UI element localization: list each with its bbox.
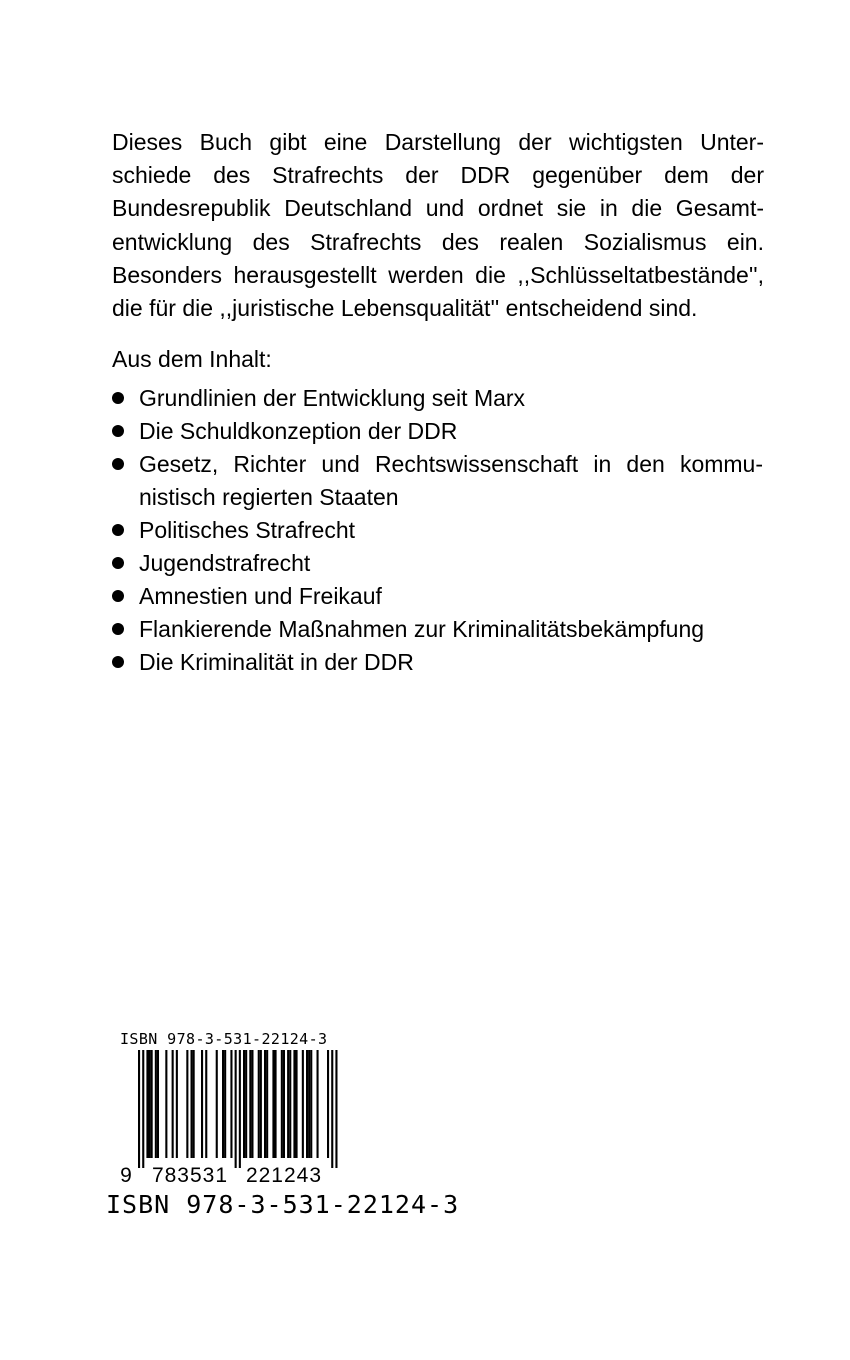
barcode-bar [155,1050,157,1158]
blurb-line: Dieses Buch gibt eine Darstellung der wichtigsten Unter- [112,129,764,155]
list-item-text: Politisches Strafrecht [139,517,356,543]
blurb-line: schiede des Strafrechts der DDR gegenüber dem der [112,162,764,189]
bullet-icon [112,557,124,569]
blurb-line: die für die ,,juristische Lebensqualität'' entscheidend sind. [112,294,698,321]
barcode-bar [258,1050,260,1158]
bullet-icon [112,458,124,470]
barcode-bar [249,1050,251,1158]
list-item-text: Flankierende Maßnahmen zur Kriminalitätsbekämpfung [139,616,705,642]
barcode-bar [296,1050,298,1158]
barcode-bar [193,1050,195,1158]
bullet-icon [112,392,124,404]
bullet-icon [112,590,124,602]
barcode-bar [224,1050,226,1158]
barcode-digits-left: 783531 [151,1164,229,1184]
list-item [112,448,772,514]
list-item [112,547,772,580]
barcode-bar [235,1050,237,1168]
bullet-icon [112,524,124,536]
barcode-bar [142,1050,144,1168]
isbn-footer: ISBN 978-3-531-22124-3 [106,1190,460,1219]
barcode-bar [172,1050,174,1158]
barcode-bar [302,1050,304,1158]
barcode-bar [251,1050,253,1158]
barcode-bar [327,1050,329,1158]
barcode-bar [186,1050,188,1158]
list-item-line: nistisch regierten Staaten [139,484,399,510]
contents-heading: Aus dem Inhalt: [112,346,272,372]
contents-list [112,382,772,679]
barcode-bar [243,1050,245,1158]
barcode-bar [308,1050,310,1158]
list-item-text: Die Kriminalität in der DDR [139,649,414,675]
blurb-line: Bundesrepublik Deutschland und ordnet sie in die Gesamt- [112,195,764,222]
barcode-bar [191,1050,193,1158]
list-item [112,382,772,415]
barcode-bar [289,1050,291,1158]
barcode-bar [157,1050,159,1158]
barcode-bar [146,1050,148,1158]
bullet-icon [112,656,124,668]
barcode-bar [216,1050,218,1158]
list-item [112,415,772,448]
barcode-digit-first: 9 [120,1164,132,1184]
barcode-bar [287,1050,289,1158]
barcode-bar [264,1050,266,1158]
bullet-icon [112,425,124,437]
list-item-text: Grundlinien der Entwicklung seit Marx [139,385,526,411]
barcode-bar [283,1050,285,1158]
list-item [112,514,772,547]
barcode-bar [151,1050,153,1158]
list-item-text: Jugendstrafrecht [139,550,311,576]
list-item [112,580,772,613]
barcode-bar [239,1050,241,1168]
barcode-bar [230,1050,232,1158]
barcode-bar [335,1050,337,1168]
barcode-bar [272,1050,274,1158]
blurb-line: Besonders herausgestellt werden die ,,Schlüsseltatbestände'', [112,261,764,288]
barcode-bar [245,1050,247,1158]
bullet-icon [112,623,124,635]
barcode-bar [275,1050,277,1158]
isbn-barcode [116,1030,376,1184]
barcode-bar [176,1050,178,1158]
barcode-bar [201,1050,203,1158]
barcode-bar [260,1050,262,1158]
list-item-text: Die Schuldkonzeption der DDR [139,418,458,444]
barcode-bar [331,1050,333,1168]
barcode-digits-right: 221243 [245,1164,323,1184]
barcode-bar [205,1050,207,1158]
barcode-bar [266,1050,268,1158]
barcode-bar [281,1050,283,1158]
blurb-line: entwicklung des Strafrechts des realen Sozialismus ein. [112,228,764,255]
list-item-line: Gesetz, Richter und Rechtswissenschaft in den kommu- [139,451,763,477]
list-item-text: Amnestien und Freikauf [139,583,382,609]
barcode-bar [306,1050,308,1158]
barcode-icon [116,1048,356,1184]
barcode-isbn-label: ISBN 978-3-531-22124-3 [120,1030,328,1048]
blurb-paragraph [112,126,764,325]
barcode-bar [165,1050,167,1158]
barcode-bar [293,1050,295,1158]
list-item-text [139,448,763,514]
barcode-bar [222,1050,224,1158]
list-item [112,613,772,646]
list-item [112,646,772,679]
barcode-bar [149,1050,151,1158]
barcode-bar [138,1050,140,1168]
barcode-bar [310,1050,312,1158]
barcode-bar [317,1050,319,1158]
